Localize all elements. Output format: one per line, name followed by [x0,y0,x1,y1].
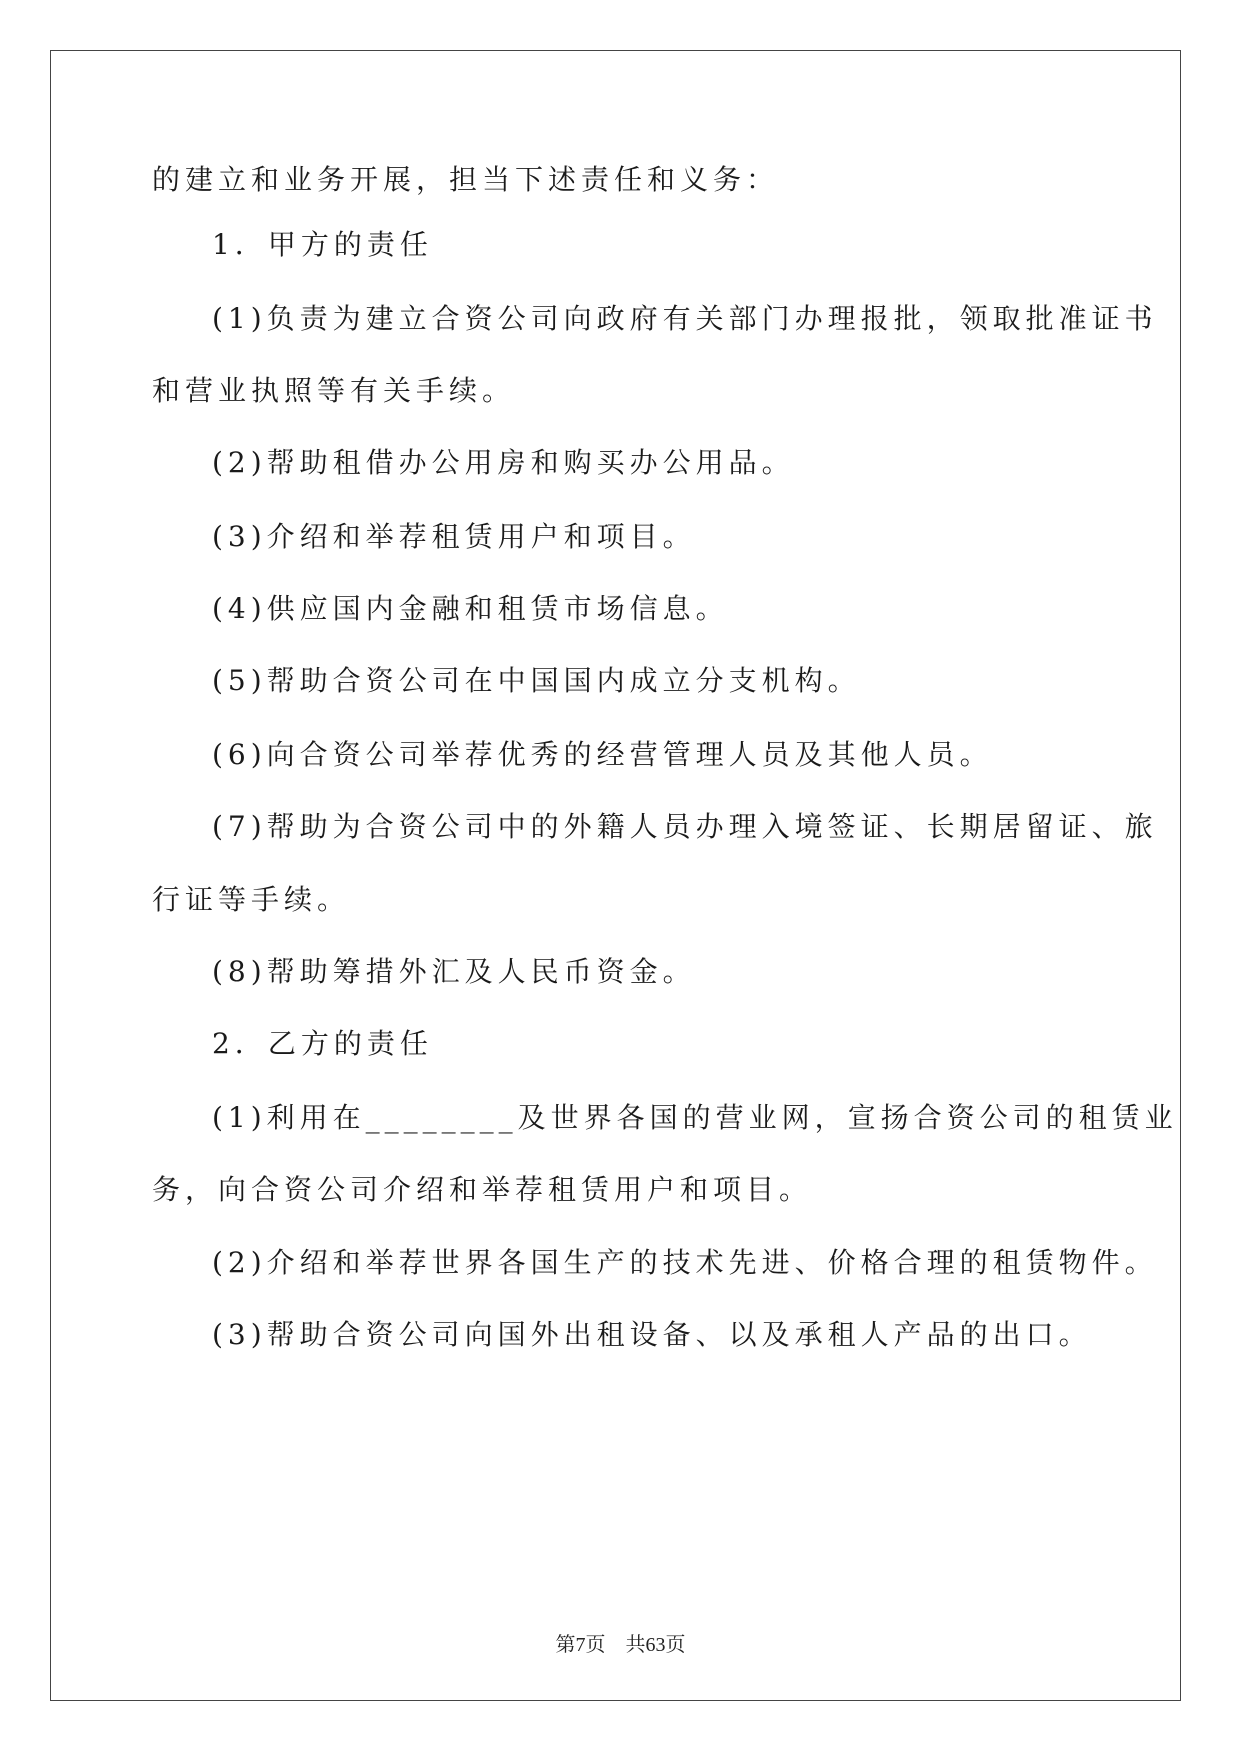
section-heading-party-a: 1．甲方的责任 [212,228,433,261]
page-number-footer: 第7页 共63页 [555,1634,686,1656]
text-line-16: (2)介绍和举荐世界各国生产的技术先进、价格合理的租赁物件。 [212,1246,1158,1279]
text-line-9: (6)向合资公司举荐优秀的经营管理人员及其他人员。 [212,738,993,771]
text-line-15: 务，向合资公司介绍和举荐租赁用户和项目。 [152,1173,813,1206]
section-heading-party-b: 2．乙方的责任 [212,1027,433,1060]
text-line-10: (7)帮助为合资公司中的外籍人员办理入境签证、长期居留证、旅 [212,810,1158,843]
text-line-12: (8)帮助筹措外汇及人民币资金。 [212,955,696,988]
text-line-14: (1)利用在________及世界各国的营业网，宣扬合资公司的租赁业 [212,1101,1178,1134]
text-line-5: (2)帮助租借办公用房和购买办公用品。 [212,446,795,479]
text-line-11: 行证等手续。 [152,883,351,916]
text-line-17: (3)帮助合资公司向国外出租设备、以及承租人产品的出口。 [212,1318,1092,1351]
text-line-8: (5)帮助合资公司在中国国内成立分支机构。 [212,664,861,697]
text-line-7: (4)供应国内金融和租赁市场信息。 [212,592,729,625]
text-line-4: 和营业执照等有关手续。 [152,374,516,407]
text-line-3: (1)负责为建立合资公司向政府有关部门办理报批，领取批准证书 [212,302,1158,335]
page-border [50,50,1181,1701]
text-line-1: 的建立和业务开展，担当下述责任和义务： [152,163,780,196]
text-line-6: (3)介绍和举荐租赁用户和项目。 [212,520,696,553]
